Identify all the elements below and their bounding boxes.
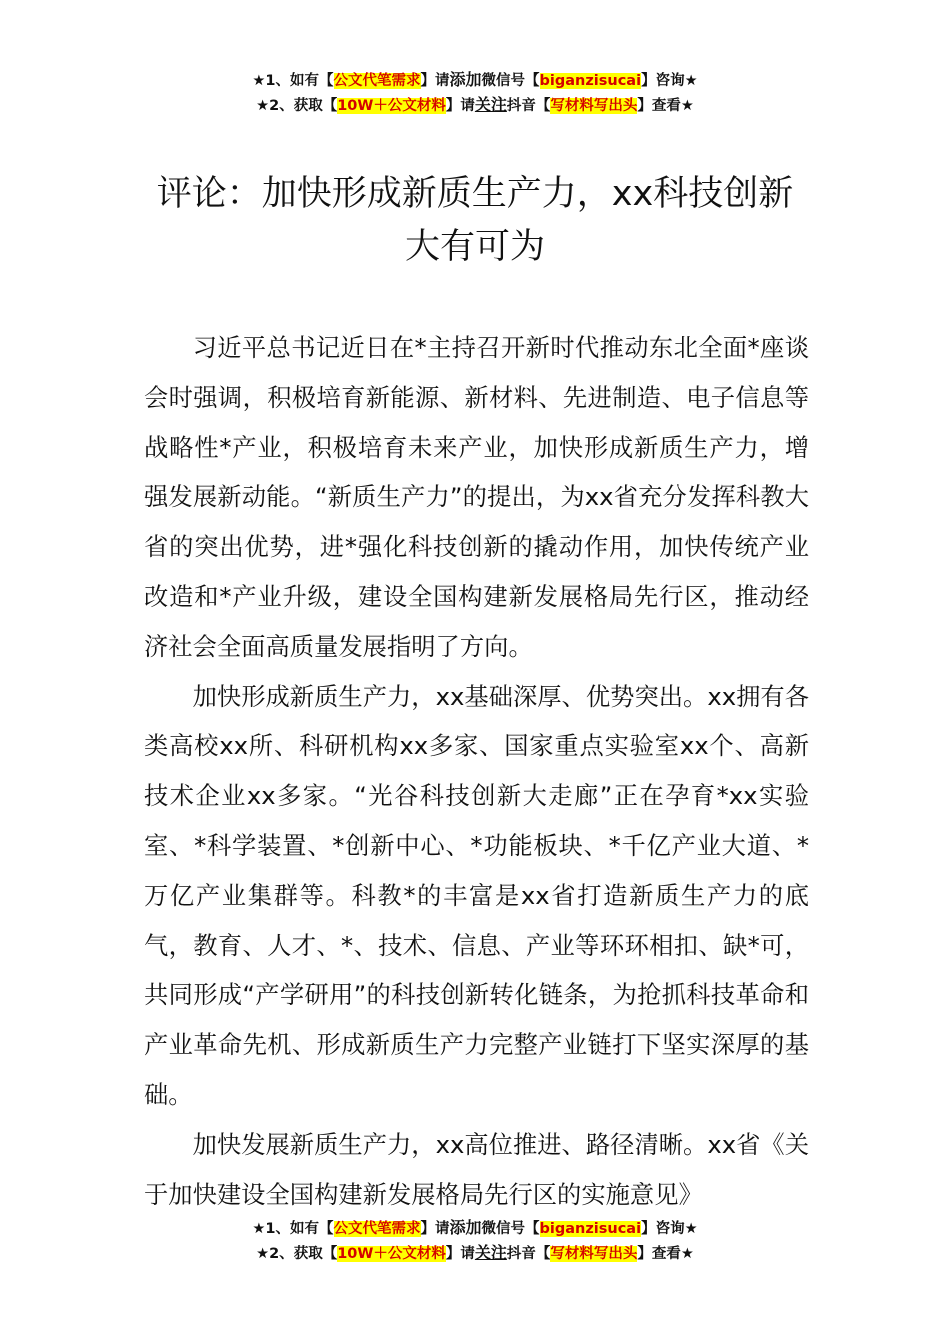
banner-emphasis: 关注 — [474, 95, 507, 114]
banner-highlight-douyin-account: 写材料写出头 — [550, 98, 638, 114]
footer-banner-line-1 — [0, 1216, 950, 1241]
banner-text: ★2、获取【 — [256, 98, 338, 114]
banner-highlight-wechat-id: biganzisucai — [539, 73, 642, 89]
body-paragraph: 加快形成新质生产力，xx基础深厚、优势突出。xx拥有各类高校xx所、科研机构xx多家、国家重点实验室xx个、高新技术企业xx多家。“光谷科技创新大走廊”正在孕育*xx实验室、*科学装置、*创新中心、*功能板块、*千亿产业大道、*万亿产业集群等。科教*的丰富是xx省打造新质生产力的底气，教育、人才、*、技术、信息、产业等环环相扣、缺*可，共同形成“产学研用”的科技创新转化链条，为抢抓科技革命和产业革命先机、形成新质生产力完整产业链打下坚实深厚的基础。 — [144, 681, 809, 1109]
banner-text: 】请 — [445, 98, 475, 114]
banner-highlight-service: 公文代笔需求 — [333, 1221, 421, 1237]
banner-highlight-douyin-account: 写材料写出头 — [550, 1246, 638, 1262]
banner-text: 】咨询★ — [641, 73, 698, 89]
banner-text: 】请 — [420, 73, 450, 89]
banner-text: 抖音【 — [506, 98, 551, 114]
banner-text: 】请 — [445, 1246, 475, 1262]
banner-text: ★1、如有【 — [252, 73, 334, 89]
banner-highlight-service: 公文代笔需求 — [333, 73, 421, 89]
banner-text: 抖音【 — [506, 1246, 551, 1262]
banner-text: ★2、获取【 — [256, 1246, 338, 1262]
footer-banner-line-2 — [0, 1241, 950, 1266]
header-banner — [0, 68, 950, 118]
banner-text: 】请 — [420, 1221, 450, 1237]
banner-emphasis: 关注 — [474, 1243, 507, 1262]
banner-text: 微信号【 — [481, 73, 540, 89]
body-paragraph: 加快发展新质生产力，xx高位推进、路径清晰。xx省《关于加快建设全国构建新发展格局先行区的实施意见》 — [144, 1129, 809, 1209]
banner-text: 微信号【 — [481, 1221, 540, 1237]
banner-emphasis: 添加 — [449, 70, 482, 89]
banner-highlight-materials: 10W＋公文材料 — [337, 1246, 446, 1262]
document-body — [144, 323, 809, 1219]
banner-text: 】咨询★ — [641, 1221, 698, 1237]
body-paragraph: 习近平总书记近日在*主持召开新时代推动东北全面*座谈会时强调，积极培育新能源、新材料、先进制造、电子信息等战略性*产业，积极培育未来产业，加快形成新质生产力，增强发展新动能。“新质生产力”的提出，为xx省充分发挥科教大省的突出优势，进*强化科技创新的撬动作用，加快传统产业改造和*产业升级，建设全国构建新发展格局先行区，推动经济社会全面高质量发展指明了方向。 — [144, 333, 809, 661]
banner-text: ★1、如有【 — [252, 1221, 334, 1237]
footer-banner — [0, 1216, 950, 1266]
banner-emphasis: 添加 — [449, 1218, 482, 1237]
document-title: 评论：加快形成新质生产力，xx科技创新大有可为 — [156, 174, 794, 267]
header-banner-line-2 — [0, 93, 950, 118]
banner-highlight-materials: 10W＋公文材料 — [337, 98, 446, 114]
banner-highlight-wechat-id: biganzisucai — [539, 1221, 642, 1237]
banner-text: 】查看★ — [637, 98, 694, 114]
banner-text: 】查看★ — [637, 1246, 694, 1262]
header-banner-line-1 — [0, 68, 950, 93]
